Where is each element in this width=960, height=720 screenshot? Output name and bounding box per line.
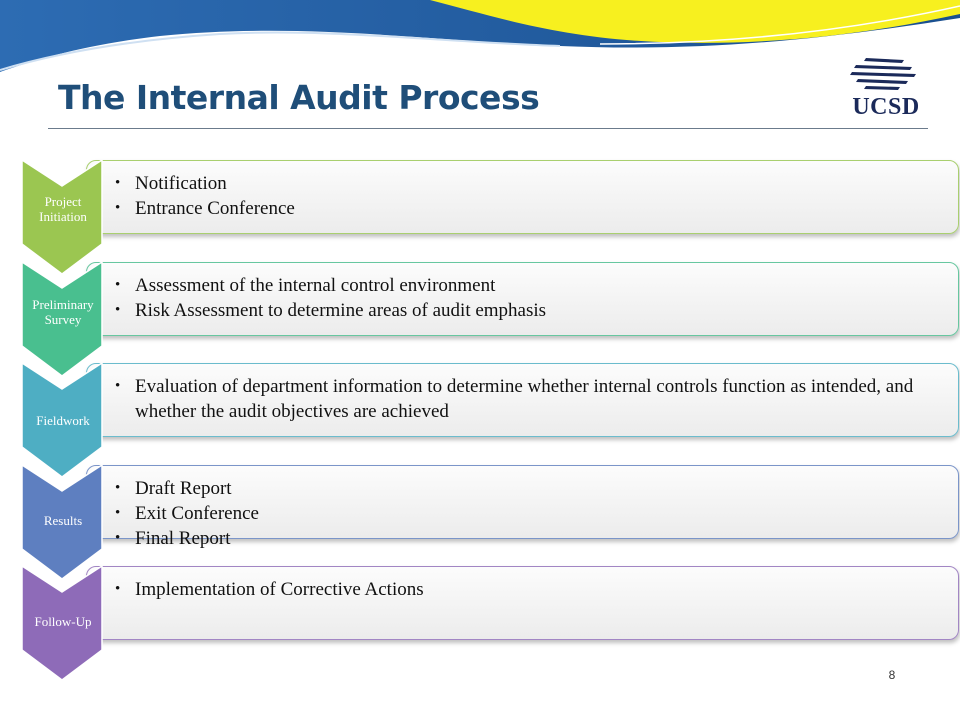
stage-bullet-item: • Implementation of Corrective Actions — [115, 577, 954, 602]
stage-bullet-item: • Notification — [115, 171, 954, 196]
ucsd-logo-text: UCSD — [852, 94, 920, 120]
stage-bullet-item: • Draft Report — [115, 476, 954, 501]
stage-bullet-item: • Assessment of the internal control environment — [115, 273, 954, 298]
stage-bullet-list — [115, 374, 954, 424]
stage-bullet-item: • Exit Conference — [115, 501, 954, 526]
title-divider — [48, 128, 928, 129]
stage-bullet-list — [115, 476, 954, 551]
stage-label-preliminary-survey: Preliminary Survey — [32, 297, 94, 327]
stage-label-follow-up: Follow-Up — [34, 614, 92, 629]
stage-details-box — [86, 363, 959, 437]
stage-bullet-list — [115, 171, 954, 221]
stage-bullet-item: • Final Report — [115, 526, 954, 551]
stage-details-box — [86, 262, 959, 336]
stage-label-fieldwork: Fieldwork — [36, 413, 90, 428]
stage-bullet-item: • Evaluation of department information to determine whether internal controls function as intended, and whether the audit objectives are achieved — [115, 374, 954, 424]
header-wave-decoration — [0, 0, 960, 80]
stage-bullet-item: • Entrance Conference — [115, 196, 954, 221]
stage-label-results: Results — [43, 513, 83, 528]
stage-details-box — [86, 465, 959, 549]
ucsd-ship-icon — [844, 56, 928, 96]
page-number: 8 — [888, 668, 896, 682]
stage-details-box — [86, 160, 959, 234]
stage-label-project-initiation: Project Initiation — [39, 194, 87, 224]
ucsd-logo — [844, 56, 928, 122]
stage-details-box — [86, 566, 959, 640]
page-title: The Internal Audit Process — [58, 78, 540, 117]
stage-bullet-list — [115, 273, 954, 323]
stage-bullet-list — [115, 577, 954, 602]
stage-bullet-item: • Risk Assessment to determine areas of audit emphasis — [115, 298, 954, 323]
